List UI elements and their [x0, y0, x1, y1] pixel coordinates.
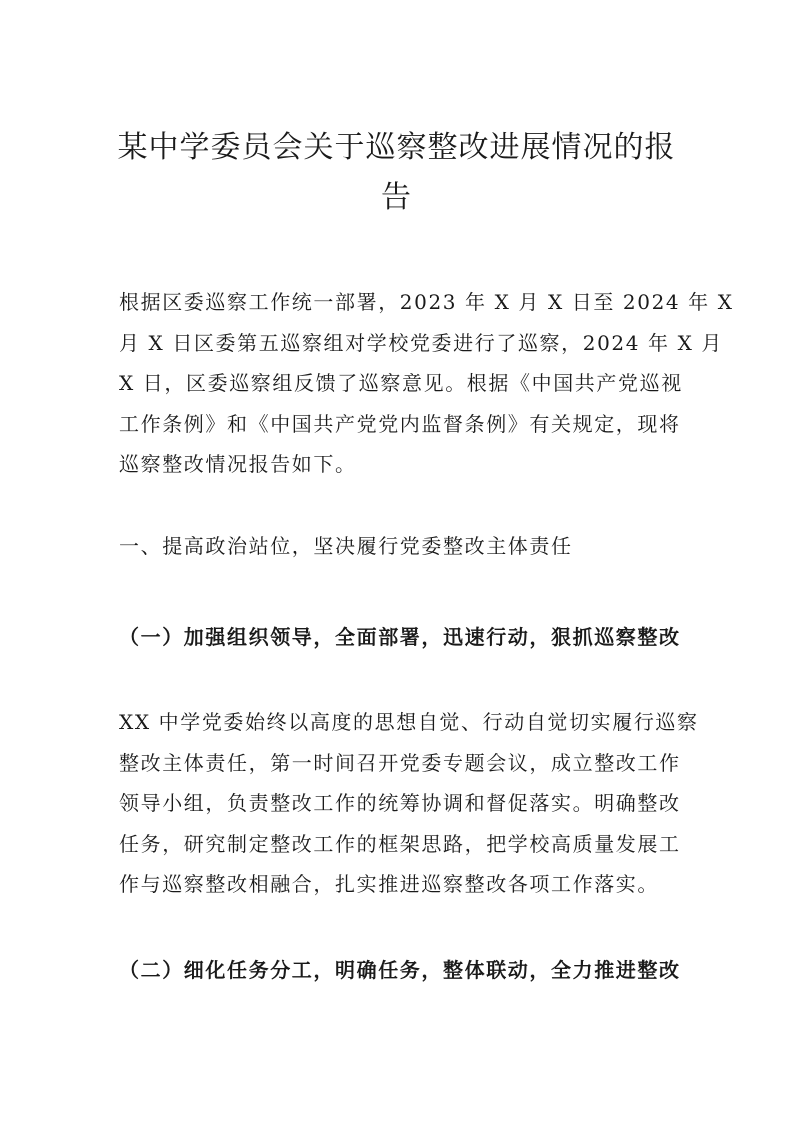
intro-paragraph	[119, 282, 734, 485]
intro-line: 根据区委巡察工作统一部署，2023 年 X 月 X 日至 2024 年 X	[119, 290, 734, 314]
body-line: 任务，研究制定整改工作的框架思路，把学校高质量发展工	[119, 831, 681, 856]
body-line: XX 中学党委始终以高度的思想自觉、行动自觉切实履行巡察	[119, 710, 699, 734]
intro-line: 工作条例》和《中国共产党党内监督条例》有关规定，现将	[119, 411, 681, 436]
section-heading-1: 一、提高政治站位，坚决履行党委整改主体责任	[119, 534, 573, 558]
intro-line: 巡察整改情况报告如下。	[119, 452, 357, 477]
subsection-heading-1: （一）加强组织领导，全面部署，迅速行动，狠抓巡察整改	[119, 625, 681, 649]
body-line: 整改主体责任，第一时间召开党委专题会议，成立整改工作	[119, 750, 681, 775]
body-line: 领导小组，负责整改工作的统筹协调和督促落实。明确整改	[119, 791, 681, 816]
subsection-heading-2: （二）细化任务分工，明确任务，整体联动，全力推进整改	[119, 958, 681, 982]
document-title-line-2: 告	[381, 180, 412, 215]
subsection-1-paragraph	[119, 702, 699, 905]
intro-line: X 日，区委巡察组反馈了巡察意见。根据《中国共产党巡视	[119, 371, 683, 396]
body-line: 作与巡察整改相融合，扎实推进巡察整改各项工作落实。	[119, 872, 659, 897]
document-title-line-1: 某中学委员会关于巡察整改进展情况的报	[117, 130, 676, 165]
intro-line: 月 X 日区委第五巡察组对学校党委进行了巡察，2024 年 X 月	[119, 330, 723, 355]
